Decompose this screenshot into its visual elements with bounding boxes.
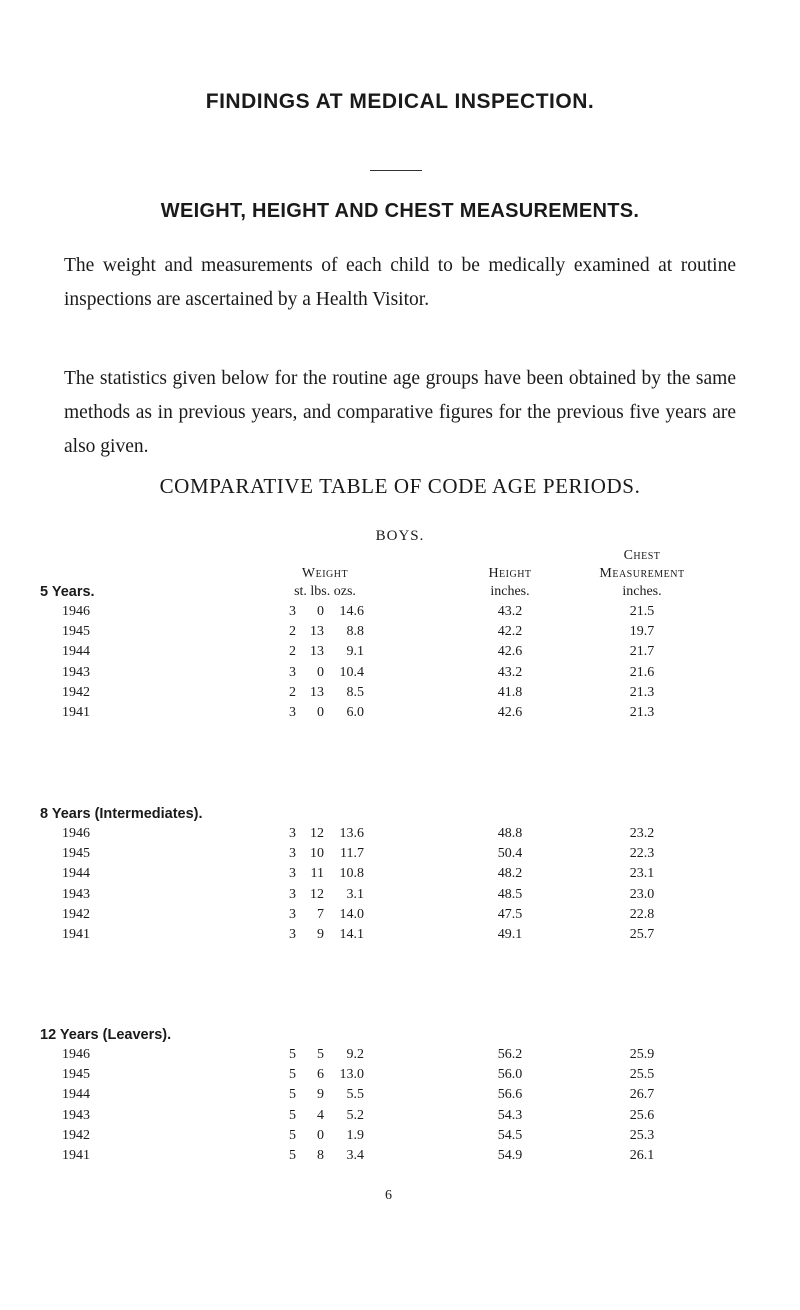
page-mark: 6 — [385, 1188, 392, 1203]
ounces-cell: 13.0 — [339, 1067, 364, 1083]
pounds-cell: 12 — [310, 886, 324, 902]
pounds-cell: 10 — [310, 846, 324, 862]
table-row — [0, 685, 800, 705]
pounds-cell: 0 — [317, 664, 324, 680]
year-cell: 1943 — [62, 886, 90, 902]
ounces-cell: 6.0 — [346, 705, 364, 720]
pounds-cell: 9 — [317, 1087, 324, 1103]
stones-cell: 2 — [289, 644, 296, 660]
chest-cell: 25.6 — [629, 1107, 655, 1123]
height-cell: 56.0 — [497, 1067, 523, 1083]
year-cell: 1942 — [62, 684, 90, 700]
stones-cell: 5 — [289, 1127, 296, 1143]
table-row — [0, 826, 800, 846]
ounces-cell: 8.5 — [346, 684, 364, 700]
stones-cell: 5 — [289, 1067, 296, 1083]
stones-cell: 2 — [289, 684, 296, 700]
year-cell: 1946 — [62, 604, 90, 619]
table-row — [0, 1108, 800, 1128]
chest-cell: 21.3 — [629, 684, 655, 700]
height-cell: 56.2 — [497, 1047, 523, 1062]
chest-cell: 25.5 — [629, 1067, 655, 1083]
height-cell: 48.8 — [497, 826, 523, 841]
year-cell: 1943 — [62, 1107, 90, 1123]
table-row — [0, 927, 800, 947]
chest-cell: 21.5 — [629, 604, 655, 619]
chest-cell: 23.2 — [629, 826, 655, 841]
height-header: Height — [488, 566, 532, 581]
height-cell: 48.5 — [497, 886, 523, 902]
height-cell: 43.2 — [497, 664, 523, 680]
year-cell: 1945 — [62, 846, 90, 862]
ounces-cell: 5.5 — [346, 1087, 364, 1103]
decorative-divider — [370, 170, 422, 171]
year-cell: 1945 — [62, 1067, 90, 1083]
year-cell: 1944 — [62, 866, 90, 882]
height-cell: 54.3 — [497, 1107, 523, 1123]
stones-cell: 3 — [289, 826, 296, 841]
ounces-cell: 9.2 — [346, 1047, 364, 1062]
table-row — [0, 1128, 800, 1148]
table-subtitle: BOYS. — [375, 528, 425, 544]
pounds-cell: 5 — [317, 1047, 324, 1062]
ounces-cell: 11.7 — [340, 846, 364, 862]
stones-cell: 2 — [289, 624, 296, 640]
stones-cell: 5 — [289, 1087, 296, 1103]
ounces-cell: 9.1 — [346, 644, 364, 660]
stones-cell: 3 — [289, 866, 296, 882]
pounds-cell: 13 — [310, 684, 324, 700]
height-cell: 54.9 — [497, 1148, 523, 1163]
chest-cell: 19.7 — [629, 624, 655, 640]
table-row — [0, 846, 800, 866]
chest-cell: 25.9 — [629, 1047, 655, 1062]
weight-unit: st. lbs. ozs. — [294, 584, 356, 599]
chest-unit: inches. — [622, 584, 662, 599]
chest-cell: 26.7 — [629, 1087, 655, 1103]
stones-cell: 5 — [289, 1047, 296, 1062]
ounces-cell: 14.0 — [339, 906, 364, 922]
table-row — [0, 644, 800, 664]
chest-cell: 26.1 — [629, 1148, 655, 1163]
table-row — [0, 887, 800, 907]
statistics-paragraph: The statistics given below for the routine age groups have been obtained by the same methods as in previous years, and comparative figures for the previous five years are also given. — [64, 368, 736, 457]
height-cell: 56.6 — [497, 1087, 523, 1103]
stones-cell: 3 — [289, 705, 296, 720]
table-row — [0, 624, 800, 644]
chest-header-line2: Measurement — [599, 566, 685, 581]
year-cell: 1946 — [62, 1047, 90, 1062]
table-row — [0, 1087, 800, 1107]
page-title: FINDINGS AT MEDICAL INSPECTION. — [205, 90, 595, 113]
stones-cell: 3 — [289, 846, 296, 862]
pounds-cell: 13 — [310, 644, 324, 660]
table-title: COMPARATIVE TABLE OF CODE AGE PERIODS. — [159, 474, 641, 498]
pounds-cell: 9 — [317, 927, 324, 942]
table-row — [0, 907, 800, 927]
year-cell: 1943 — [62, 664, 90, 680]
ounces-cell: 10.8 — [339, 866, 364, 882]
group-label: 5 Years. — [40, 584, 95, 600]
table-row — [0, 665, 800, 685]
chest-cell: 22.3 — [629, 846, 655, 862]
pounds-cell: 11 — [310, 866, 324, 882]
pounds-cell: 12 — [310, 826, 324, 841]
table-row — [0, 1148, 800, 1168]
stones-cell: 3 — [289, 906, 296, 922]
ounces-cell: 14.6 — [339, 604, 364, 619]
weight-header: Weight — [301, 566, 349, 581]
year-cell: 1941 — [62, 927, 90, 942]
height-cell: 49.1 — [497, 927, 523, 942]
chest-cell: 21.3 — [629, 705, 655, 720]
group-label: 12 Years (Leavers). — [40, 1027, 172, 1043]
height-unit: inches. — [490, 584, 530, 599]
ounces-cell: 8.8 — [346, 624, 364, 640]
table-row — [0, 866, 800, 886]
stones-cell: 5 — [289, 1107, 296, 1123]
ounces-cell: 10.4 — [339, 664, 364, 680]
year-cell: 1942 — [62, 1127, 90, 1143]
height-cell: 41.8 — [497, 684, 523, 700]
table-row — [0, 1067, 800, 1087]
height-cell: 42.6 — [497, 644, 523, 660]
table-row — [0, 604, 800, 624]
section-title: WEIGHT, HEIGHT AND CHEST MEASUREMENTS. — [160, 200, 640, 222]
height-cell: 42.2 — [497, 624, 523, 640]
chest-cell: 22.8 — [629, 906, 655, 922]
ounces-cell: 5.2 — [346, 1107, 364, 1123]
chest-header-line1: Chest — [623, 548, 661, 563]
pounds-cell: 0 — [317, 1127, 324, 1143]
height-cell: 50.4 — [497, 846, 523, 862]
year-cell: 1945 — [62, 624, 90, 640]
ounces-cell: 1.9 — [346, 1127, 364, 1143]
intro-paragraph: The weight and measurements of each child to be medically examined at routine inspections are ascertained by a Health Visitor. — [64, 255, 736, 310]
pounds-cell: 6 — [317, 1067, 324, 1083]
year-cell: 1944 — [62, 644, 90, 660]
pounds-cell: 4 — [317, 1107, 324, 1123]
pounds-cell: 0 — [317, 705, 324, 720]
stones-cell: 3 — [289, 604, 296, 619]
year-cell: 1946 — [62, 826, 90, 841]
height-cell: 48.2 — [497, 866, 523, 882]
pounds-cell: 7 — [317, 906, 324, 922]
ounces-cell: 13.6 — [339, 826, 364, 841]
pounds-cell: 0 — [317, 604, 324, 619]
year-cell: 1941 — [62, 1148, 90, 1163]
chest-cell: 23.1 — [629, 866, 655, 882]
stones-cell: 3 — [289, 927, 296, 942]
chest-cell: 25.7 — [629, 927, 655, 942]
group-label: 8 Years (Intermediates). — [40, 806, 203, 822]
table-row — [0, 705, 800, 725]
ounces-cell: 14.1 — [339, 927, 364, 942]
table-row — [0, 1047, 800, 1067]
height-cell: 47.5 — [497, 906, 523, 922]
height-cell: 43.2 — [497, 604, 523, 619]
year-cell: 1941 — [62, 705, 90, 720]
chest-cell: 21.7 — [629, 644, 655, 660]
chest-cell: 21.6 — [629, 664, 655, 680]
chest-cell: 25.3 — [629, 1127, 655, 1143]
height-cell: 54.5 — [497, 1127, 523, 1143]
year-cell: 1944 — [62, 1087, 90, 1103]
ounces-cell: 3.4 — [346, 1148, 364, 1163]
chest-cell: 23.0 — [629, 886, 655, 902]
year-cell: 1942 — [62, 906, 90, 922]
pounds-cell: 8 — [317, 1148, 324, 1163]
ounces-cell: 3.1 — [346, 886, 364, 902]
height-cell: 42.6 — [497, 705, 523, 720]
stones-cell: 5 — [289, 1148, 296, 1163]
stones-cell: 3 — [289, 886, 296, 902]
pounds-cell: 13 — [310, 624, 324, 640]
stones-cell: 3 — [289, 664, 296, 680]
